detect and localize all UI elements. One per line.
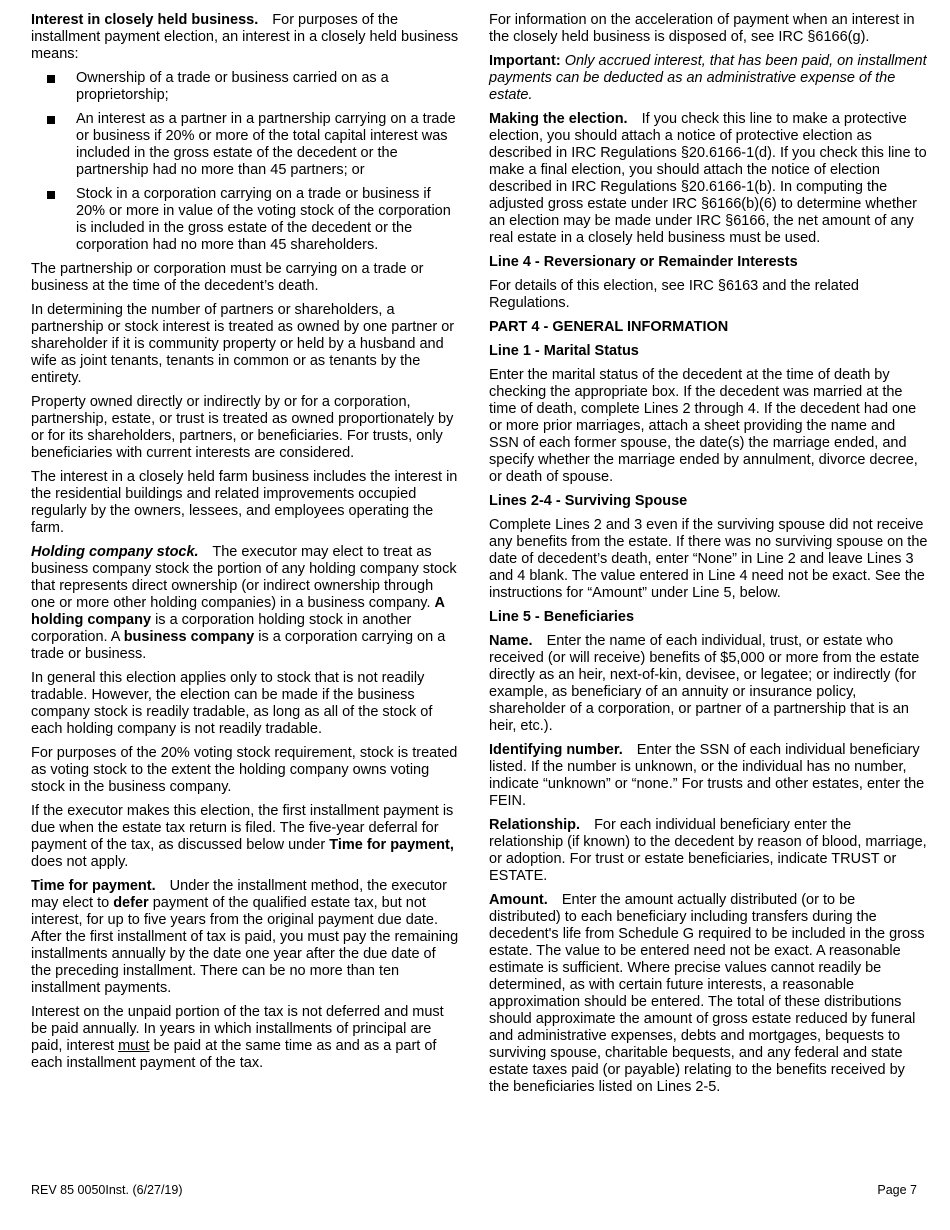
time-for-payment-reference: Time for payment, — [329, 837, 454, 853]
right-column — [489, 12, 929, 1103]
making-election-title: Making the election. — [489, 111, 628, 127]
paragraph-first-installment — [31, 803, 459, 871]
holding-company-term: A holding company — [31, 595, 445, 628]
first-installment-text: If the executor makes this election, the first installment payment is due when the estate tax return is filed. The five-year deferral for payment of the tax, as discussed below under — [31, 803, 454, 853]
paragraph-voting-stock: For purposes of the 20% voting stock requirement, stock is treated as voting stock to the extent the holding company owns voting stock in the business company. — [31, 745, 458, 795]
important-label: Important: — [489, 53, 561, 69]
relationship-title: Relationship. — [489, 817, 581, 833]
bullet-item — [31, 111, 459, 179]
bullet-text: Ownership of a trade or business carried on as a proprietorship; — [76, 70, 389, 103]
name-title: Name. — [489, 633, 533, 649]
paragraph-interest-unpaid — [31, 1004, 459, 1072]
business-company-term: business company — [123, 629, 255, 645]
form-id-footer: REV 85 0050Inst. (6/27/19) — [31, 1183, 183, 1197]
interest-unpaid-text: Interest on the unpaid portion of the tax is not deferred and must be paid annually. In years in which installments of principal are paid, interest — [31, 1004, 444, 1054]
bullet-item — [31, 186, 459, 254]
closely-held-text: For purposes of the installment payment election, an interest in a closely held business means: — [31, 12, 459, 62]
first-installment-text: does not apply. — [31, 854, 129, 870]
paragraph-indirect-ownership: Property owned directly or indirectly by or for a corporation, partnership, estate, or trust is treated as owned proportionately by or for its shareholders, partners, or beneficiaries. For trusts, only beneficiaries with current interests are considered. — [31, 394, 454, 461]
paragraph-partners-count: In determining the number of partners or shareholders, a partnership or stock interest is treated as owned by one partner or shareholder if it is community property or held by a husband and wife as joint tenants, tenants in common or as tenants by the entirety. — [31, 302, 455, 386]
holding-company-text: The executor may elect to treat as business company stock the portion of any holding company stock that represents direct ownership (or indirect ownership through one or more other holding companies) in a business company. — [31, 544, 457, 611]
line4-heading: Line 4 - Reversionary or Remainder Interests — [489, 254, 798, 270]
bullet-square-icon — [47, 116, 55, 124]
name-text: Enter the name of each individual, trust, or estate who received (or will receive) benefits of $5,000 or more from the estate directly as an heir, next-of-kin, devisee, or legatee; or indirectly (for example, as beneficiary of an annuity or insurance policy, shareholder of a corporation, or partner of a partnership that is an heir, etc.). — [489, 633, 920, 734]
relationship-text: For each individual beneficiary enter the relationship (if known) to the decedent by reason of blood, marriage, or adoption. For trust or estate beneficiaries, indicate TRUST or ESTATE. — [489, 817, 927, 884]
important-paragraph — [489, 53, 929, 104]
time-for-payment-title: Time for payment. — [31, 878, 156, 894]
bullet-text: An interest as a partner in a partnership carrying on a trade or business if 20% or more of the total capital interest was included in the gross estate of the decedent or the partnership had no more than 45 partners; or — [76, 111, 456, 178]
identifying-number-title: Identifying number. — [489, 742, 623, 758]
holding-company-text: is a corporation carrying on a trade or business. — [31, 629, 446, 662]
must-emphasis: must — [118, 1038, 150, 1054]
line1-heading: Line 1 - Marital Status — [489, 343, 639, 359]
holding-company-text: is a corporation holding stock in another corporation. A — [31, 612, 412, 645]
line4-text: For details of this election, see IRC §6163 and the related Regulations. — [489, 278, 859, 311]
time-for-payment-paragraph — [31, 878, 459, 997]
identifying-number-text: Enter the SSN of each individual beneficiary listed. If the number is unknown, or the individual has no number, indicate “unknown” or “none.” For trusts and other estates, enter the FEIN. — [489, 742, 925, 809]
name-paragraph — [489, 633, 929, 735]
amount-text: Enter the amount actually distributed (or to be distributed) to each beneficiary including transfers during the decedent's life from Schedule G required to be included in the gross estate. The value to be entered need not be exact. A reasonable estimate is sufficient. Where precise values cannot readily be determined, as with certain future interests, a reasonable approximation should be entered. The total of these distributions should approximate the amount of gross estate reduced by funeral and administrative expenses, debts and mortgages, bequests to surviving spouse, charitable bequests, and any federal and state estate taxes paid (or payable) relating to the benefits received by the beneficiaries listed on Lines 2-5. — [489, 892, 925, 1095]
bullet-text: Stock in a corporation carrying on a trade or business if 20% or more in value of the voting stock of the corporation is included in the gross estate of the decedent or the corporation had no more than 45 shareholders. — [76, 186, 451, 253]
line5-heading: Line 5 - Beneficiaries — [489, 609, 635, 625]
closely-held-title: Interest in closely held business. — [31, 12, 259, 28]
amount-title: Amount. — [489, 892, 548, 908]
identifying-number-paragraph — [489, 742, 929, 810]
bullet-square-icon — [47, 75, 55, 83]
interest-unpaid-text: be paid at the same time as and as a part of each installment payment of the tax. — [31, 1038, 437, 1071]
part4-heading: PART 4 - GENERAL INFORMATION — [489, 319, 729, 335]
time-for-payment-text: Under the installment method, the executor may elect to — [31, 878, 447, 911]
paragraph-trade-business: The partnership or corporation must be carrying on a trade or business at the time of the decedent’s death. — [31, 261, 424, 294]
making-election-paragraph — [489, 111, 929, 247]
left-column — [31, 12, 459, 1079]
time-for-payment-text: payment of the qualified estate tax, but not interest, for up to five years from the original payment due date. After the first installment of tax is paid, you must pay the remaining installments annually by the date one year after the due date of the preceding installment. There can be no more than ten installment payments. — [31, 895, 459, 996]
lines24-heading: Lines 2-4 - Surviving Spouse — [489, 493, 688, 509]
line1-text: Enter the marital status of the decedent at the time of death by checking the appropriate box. If the decedent was married at the time of death, complete Lines 2 through 4. If the decedent had one or more prior marriages, attach a sheet providing the name and SSN of each former spouse, the date(s) the marriage ended, and specify whether the marriage ended by annulment, divorce decree, or death of spouse. — [489, 367, 918, 485]
paragraph-readily-tradable: In general this election applies only to stock that is not readily tradable. However, the election can be made if the business company stock is readily tradable, as long as all of the stock of each holding company is not readily tradable. — [31, 670, 433, 737]
making-election-text: If you check this line to make a protective election, you should attach a notice of protective election as described in IRC Regulations §20.6166-1(d). If you check this line to make a final election, you should attach the notice of election described in IRC Regulations §20.6166-1(b). In computing the adjusted gross estate under IRC §6166(b)(6) to determine whether an election may be made under IRC §6166, the net amount of any real estate in a closely held business must be used. — [489, 111, 927, 246]
holding-company-paragraph — [31, 544, 459, 663]
holding-company-title: Holding company stock. — [31, 544, 199, 560]
defer-term: defer — [113, 895, 149, 911]
closely-held-paragraph — [31, 12, 459, 63]
amount-paragraph — [489, 892, 929, 1096]
bullet-square-icon — [47, 191, 55, 199]
paragraph-acceleration: For information on the acceleration of payment when an interest in the closely held business is disposed of, see IRC §6166(g). — [489, 12, 915, 45]
important-text: Only accrued interest, that has been paid, on installment payments can be deducted as an administrative expense of the estate. — [489, 53, 927, 103]
lines24-text: Complete Lines 2 and 3 even if the surviving spouse did not receive any benefits from the estate. If there was no surviving spouse on the date of decedent’s death, enter “None” in Line 2 and leave Lines 3 and 4 blank. The value entered in Line 4 need not be exact. See the instructions for “Amount” under Line 5, below. — [489, 517, 928, 601]
paragraph-farm-business: The interest in a closely held farm business includes the interest in the residential buildings and related improvements occupied regularly by the owners, lessees, and employees operating the farm. — [31, 469, 458, 536]
bullet-item — [31, 70, 459, 104]
relationship-paragraph — [489, 817, 929, 885]
page-number: Page 7 — [877, 1183, 917, 1197]
